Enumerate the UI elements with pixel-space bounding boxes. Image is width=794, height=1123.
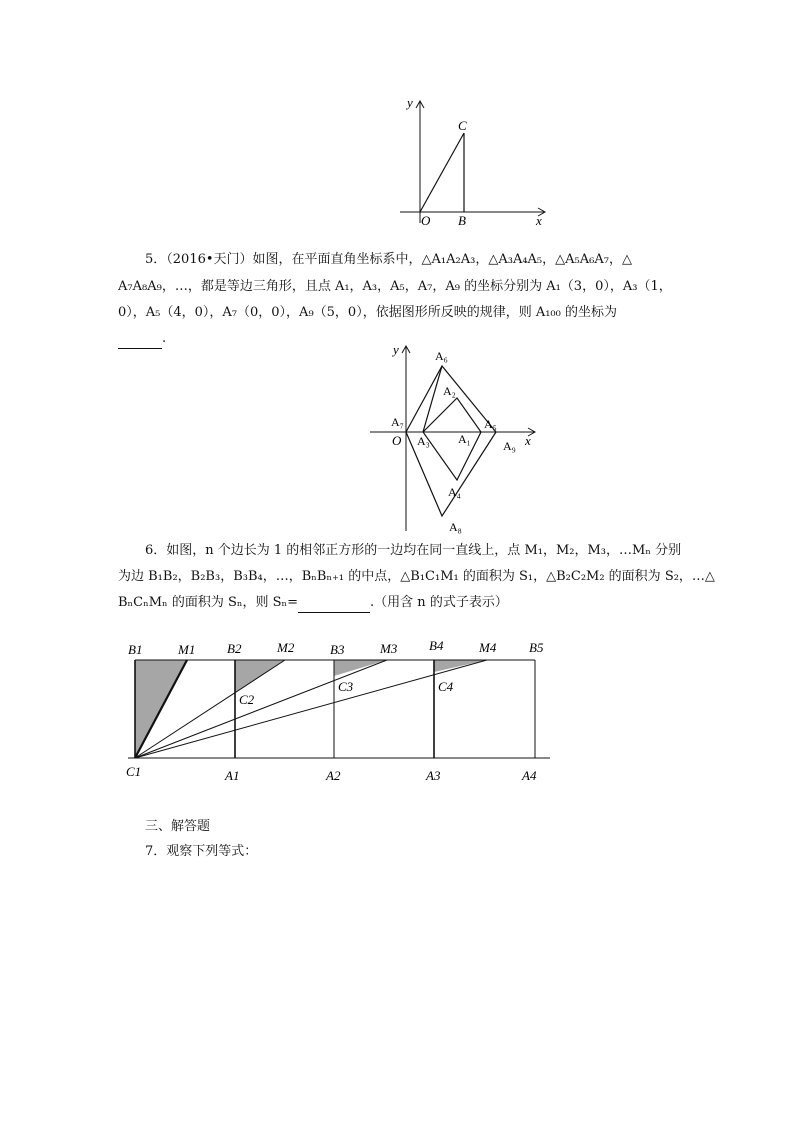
problem5-sep3: ，△ <box>608 252 632 267</box>
problem7-line1 <box>145 843 257 861</box>
label-a5: A₅ <box>484 417 497 431</box>
label-b5: B5 <box>529 640 544 655</box>
problem5-line3-text: 0），A₅（4，0），A₇（0，0），A₉（5，0），依据图形所反映的规律，则 A₁₀₀ 的坐标为 <box>118 305 617 320</box>
label-b: B <box>458 213 466 228</box>
problem5-line2-b: ，…，都是等边三角形，且点 A₁，A₃，A₅，A₇，A₉ 的坐标分别为 A₁（3，0），A₃（1， <box>161 279 672 294</box>
figure-squares <box>118 635 558 785</box>
problem6-line2 <box>118 568 715 586</box>
label-c2: C2 <box>239 692 255 707</box>
label-c4: C4 <box>438 679 454 694</box>
label-c: C <box>458 118 467 133</box>
problem5-sep1: ， <box>475 252 489 267</box>
label-b4: B4 <box>429 638 444 653</box>
label-a9: A₉ <box>503 439 516 453</box>
label-a3: A₃ <box>417 434 430 448</box>
label-x: x <box>525 433 531 448</box>
label-a2: A₂ <box>443 384 456 398</box>
segment-oc <box>420 133 464 212</box>
label-o: O <box>421 213 431 228</box>
segment-a7-a2-bottom <box>406 432 457 480</box>
label-b2: B2 <box>227 641 242 656</box>
label-b1: B1 <box>128 642 143 657</box>
problem5-line1 <box>145 251 632 269</box>
problem6-line2-text: 为边 B₁B₂，B₂B₃，B₃B₄，…，BₙBₙ₊₁ 的中点，△B₁C₁M₁ 的面积为 S₁，△B₂C₂M₂ 的面积为 S₂，…△ <box>118 569 715 584</box>
label-a2: A2 <box>326 768 341 783</box>
problem5-sep2: ， <box>542 252 556 267</box>
label-a4: A₄ <box>448 485 461 499</box>
problem6-line1 <box>145 542 681 560</box>
label-m4: M4 <box>479 640 497 655</box>
label-a6: A₆ <box>435 349 448 363</box>
problem6-line3-a: BₙCₙMₙ 的面积为 Sₙ，则 Sₙ= <box>118 595 299 610</box>
label-y: y <box>393 342 399 357</box>
problem5-line2 <box>118 278 672 296</box>
problem5-tri2: △A₃A₄A₅ <box>488 252 543 267</box>
figure-equilateral-triangles <box>365 340 545 535</box>
problem6-line1-text: 6．如图，n 个边长为 1 的相邻正方形的一边均在同一直线上，点 M₁，M₂，M₃，…Mₙ 分别 <box>145 543 682 558</box>
label-m2: M2 <box>277 640 295 655</box>
problem5-tri1: △A₁A₂A₃ <box>421 252 476 267</box>
problem6-line3-b: .（用含 n 的式子表示） <box>370 595 508 610</box>
label-a1: A1 <box>225 768 240 783</box>
problem5-line3 <box>118 304 617 322</box>
label-a7: A₇ <box>391 415 404 429</box>
problem5-line4 <box>118 330 166 349</box>
label-c1: C1 <box>126 764 142 779</box>
problem6-answer-blank <box>298 594 370 613</box>
label-a1: A₁ <box>458 432 471 446</box>
label-a3: A3 <box>426 768 441 783</box>
section3-heading <box>145 818 210 836</box>
label-m1: M1 <box>178 642 196 657</box>
problem5-end: . <box>162 331 167 346</box>
label-y: y <box>407 95 413 110</box>
label-m3: M3 <box>380 641 398 656</box>
label-x: x <box>536 213 542 228</box>
problem7-text: 7．观察下列等式： <box>145 844 258 859</box>
inner-rhombus <box>423 398 481 480</box>
section3-heading-text: 三、解答题 <box>145 819 211 834</box>
shade-triangle-3 <box>334 660 387 676</box>
label-a8: A₈ <box>449 520 462 534</box>
problem5-answer-blank <box>118 330 162 349</box>
figure-triangle-obc <box>395 95 555 230</box>
problem5-line2-a: A₇A₈A₉ <box>118 279 162 294</box>
problem5-line1-prefix: 5．（2016•天门）如图，在平面直角坐标系中， <box>145 252 422 267</box>
label-a4: A4 <box>522 768 537 783</box>
label-b3: B3 <box>330 642 345 657</box>
label-c3: C3 <box>338 679 354 694</box>
label-o: O <box>392 433 402 448</box>
problem5-tri3: △A₅A₆A₇ <box>555 252 609 267</box>
problem6-line3 <box>118 594 508 613</box>
